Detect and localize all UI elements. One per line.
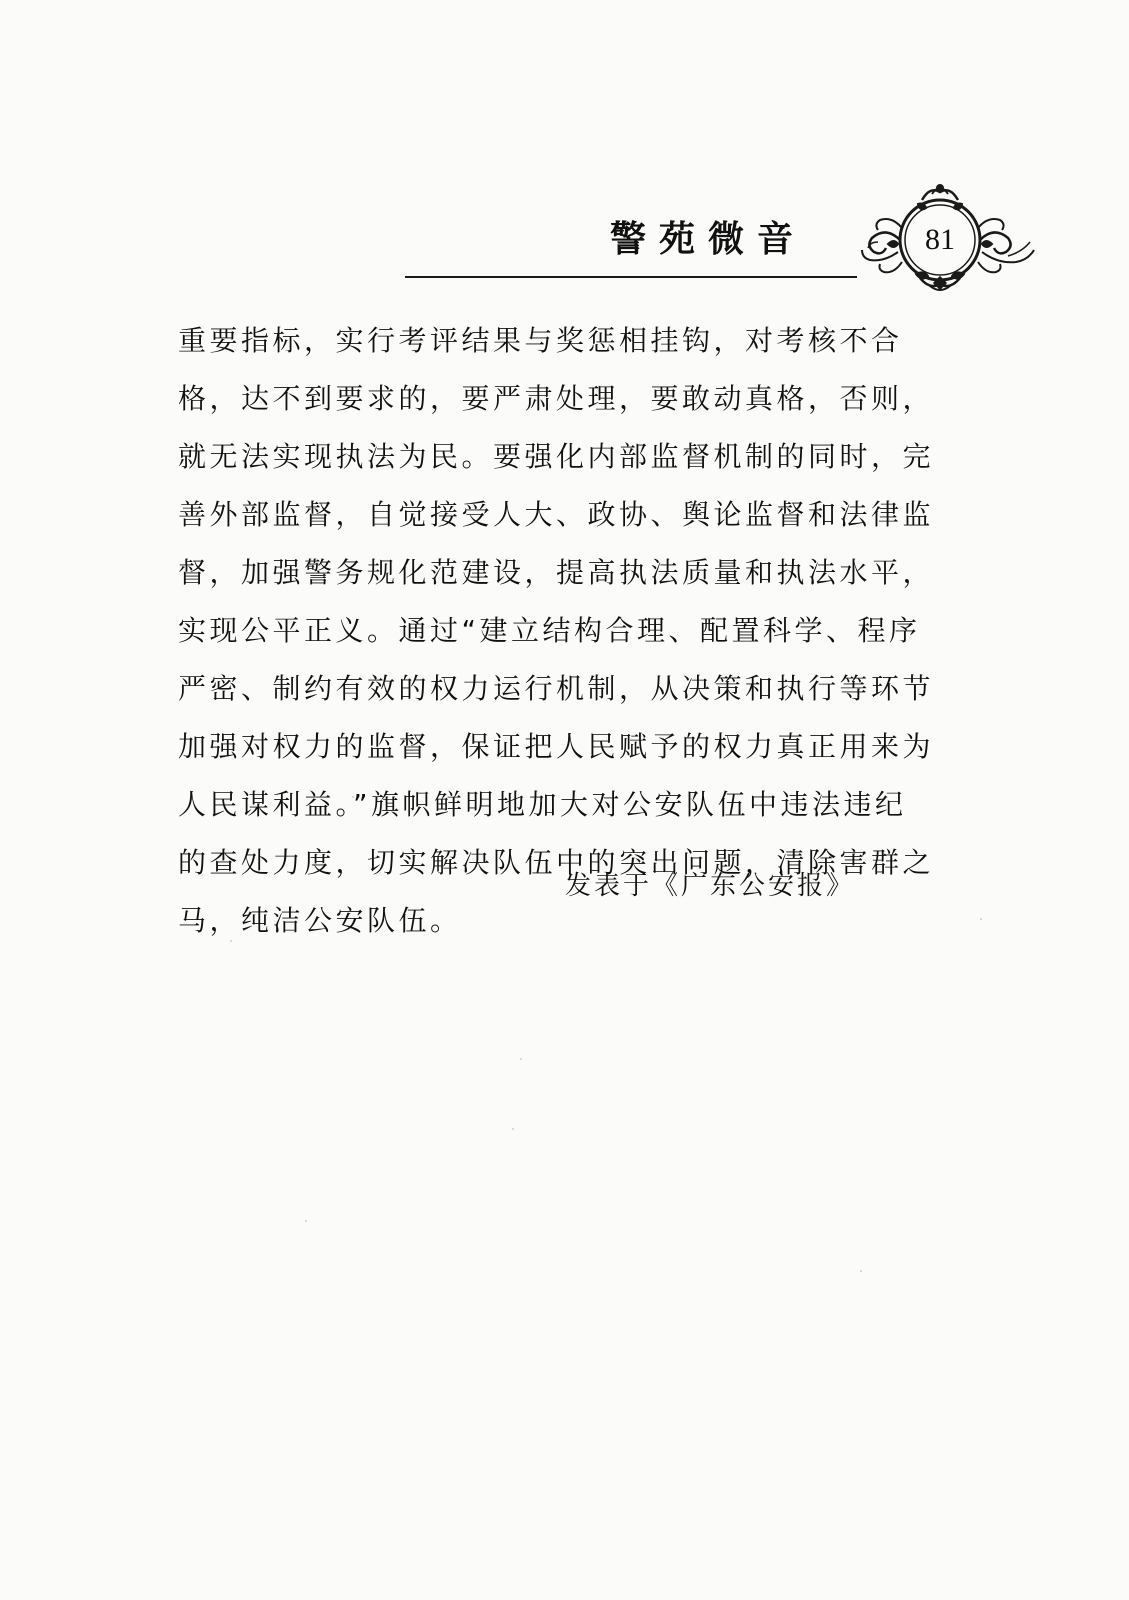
- body-line: 重要指标，实行考评结果与奖惩相挂钩，对考核不合: [178, 324, 903, 357]
- scan-speck: [520, 1058, 522, 1060]
- body-line: 就无法实现执法为民。要强化内部监督机制的同时，完: [178, 440, 935, 473]
- header-rule: [405, 276, 857, 278]
- scan-speck: [860, 1270, 862, 1272]
- scan-speck: [980, 918, 982, 920]
- scan-speck: [690, 798, 692, 800]
- scan-speck: [540, 800, 542, 802]
- body-paragraph: [178, 312, 935, 950]
- scan-speck: [352, 796, 354, 798]
- running-header-title: 警苑微音: [610, 219, 807, 260]
- page-number: 81: [925, 223, 955, 256]
- body-line: 督，加强警务规化范建设，提高执法质量和执法水平，: [178, 556, 935, 589]
- body-line: 严密、制约有效的权力运行机制，从决策和执行等环节: [178, 672, 935, 705]
- body-line: 马，纯洁公安队伍。: [178, 904, 462, 937]
- body-line: 的查处力度，切实解决队伍中的突出问题，清除害群之: [178, 846, 935, 879]
- body-line: 格，达不到要求的，要严肃处理，要敢动真格，否则，: [178, 382, 935, 415]
- scan-speck: [305, 1220, 307, 1222]
- body-line: 善外部监督，自觉接受人大、政协、舆论监督和法律监: [178, 498, 935, 531]
- body-line: 实现公平正义。通过“建立结构合理、配置科学、程序: [178, 614, 921, 647]
- scan-speck: [512, 1128, 514, 1130]
- scan-speck: [230, 940, 232, 942]
- scan-speck: [420, 804, 422, 806]
- body-line: 加强对权力的监督，保证把人民赋予的权力真正用来为: [178, 730, 935, 763]
- publication-source: 发表于《广东公安报》: [565, 871, 856, 901]
- body-line: 人民谋利益。”旗帜鲜明地加大对公安队伍中违法违纪: [178, 788, 907, 821]
